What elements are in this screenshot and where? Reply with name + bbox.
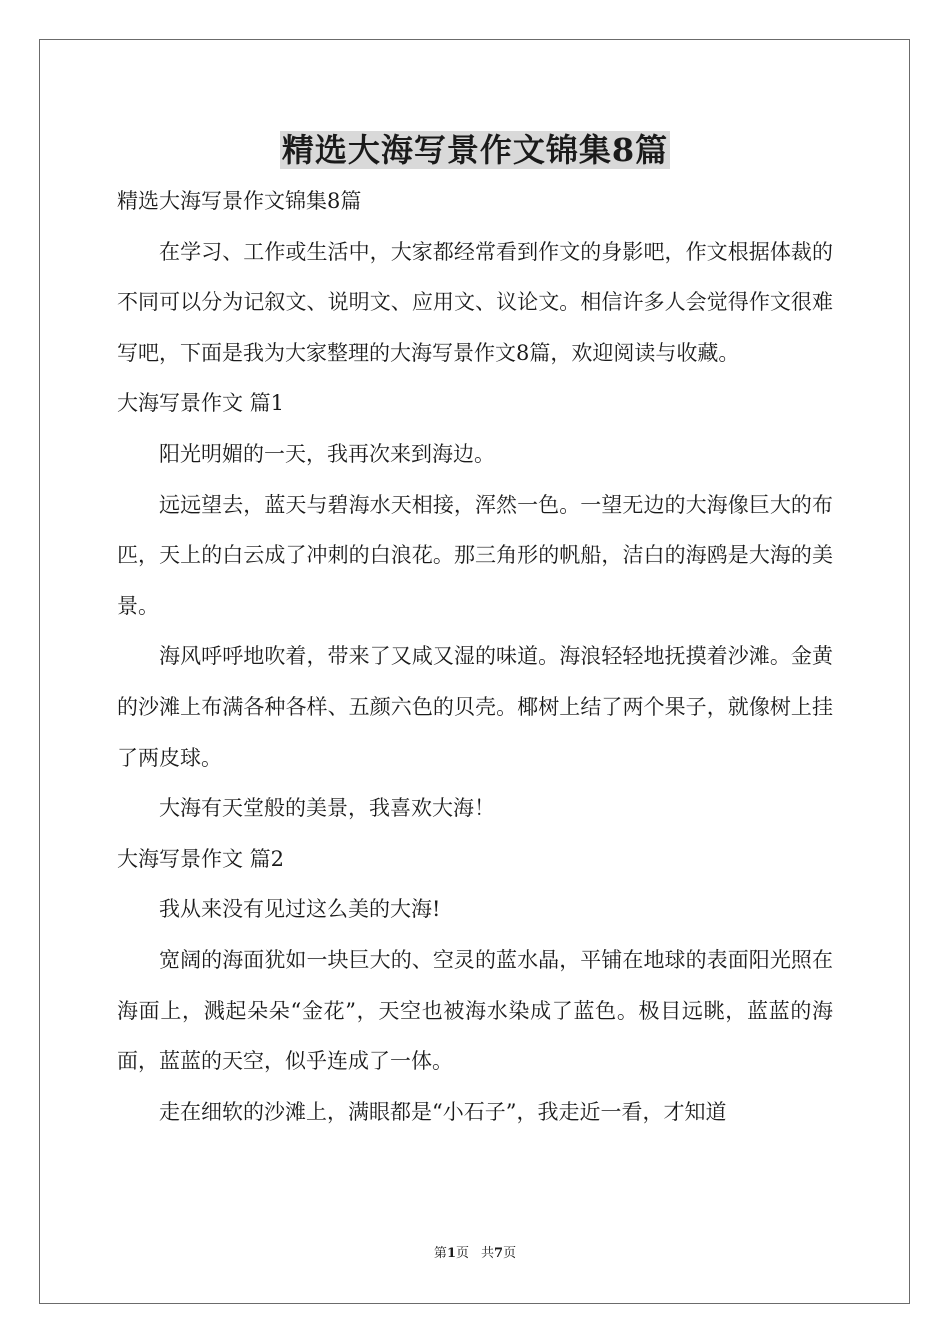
paragraph: 阳光明媚的一天，我再次来到海边。 [159, 441, 495, 466]
document-body [117, 176, 833, 1137]
paragraph: 走在细软的沙滩上，满眼都是“小石子”，我走近一看，才知道 [159, 1099, 727, 1124]
total-page-number: 7 [494, 1246, 504, 1261]
total-prefix: 共 [481, 1246, 495, 1261]
page-prefix: 第 [433, 1246, 447, 1261]
paragraph: 我从来没有见过这么美的大海! [159, 897, 441, 922]
section-heading: 大海写景作文 篇2 [117, 846, 285, 871]
section-heading: 大海写景作文 篇1 [117, 391, 285, 416]
paragraph: 海风呼呼地吹着，带来了又咸又湿的味道。海浪轻轻地抚摸着沙滩。金黄的沙滩上布满各种各样、五颜六色的贝壳。椰树上结了两个果子，就像树上挂了两皮球。 [117, 644, 833, 770]
page-footer [0, 1244, 950, 1264]
document-title-text: 精选大海写景作文锦集8篇 [281, 131, 669, 169]
paragraph: 宽阔的海面犹如一块巨大的、空灵的蓝水晶，平铺在地球的表面阳光照在海面上，溅起朵朵“金花”，天空也被海水染成了蓝色。极目远眺，蓝蓝的海面，蓝蓝的天空，似乎连成了一体。 [117, 947, 833, 1074]
document-title [0, 124, 950, 176]
paragraph: 在学习、工作或生活中，大家都经常看到作文的身影吧，作文根据体裁的不同可以分为记叙文、说明文、应用文、议论文。相信许多人会觉得作文很难写吧，下面是我为大家整理的大海写景作文8篇，欢迎阅读与收藏。 [117, 239, 833, 365]
paragraph: 精选大海写景作文锦集8篇 [117, 189, 362, 213]
page-suffix: 页 [455, 1246, 469, 1261]
current-page-number: 1 [446, 1246, 456, 1261]
total-suffix: 页 [503, 1246, 517, 1261]
paragraph: 大海有天堂般的美景，我喜欢大海！ [159, 796, 495, 821]
paragraph: 远远望去，蓝天与碧海水天相接，浑然一色。一望无边的大海像巨大的布匹，天上的白云成了冲刺的白浪花。那三角形的帆船，洁白的海鸥是大海的美景。 [117, 492, 833, 618]
